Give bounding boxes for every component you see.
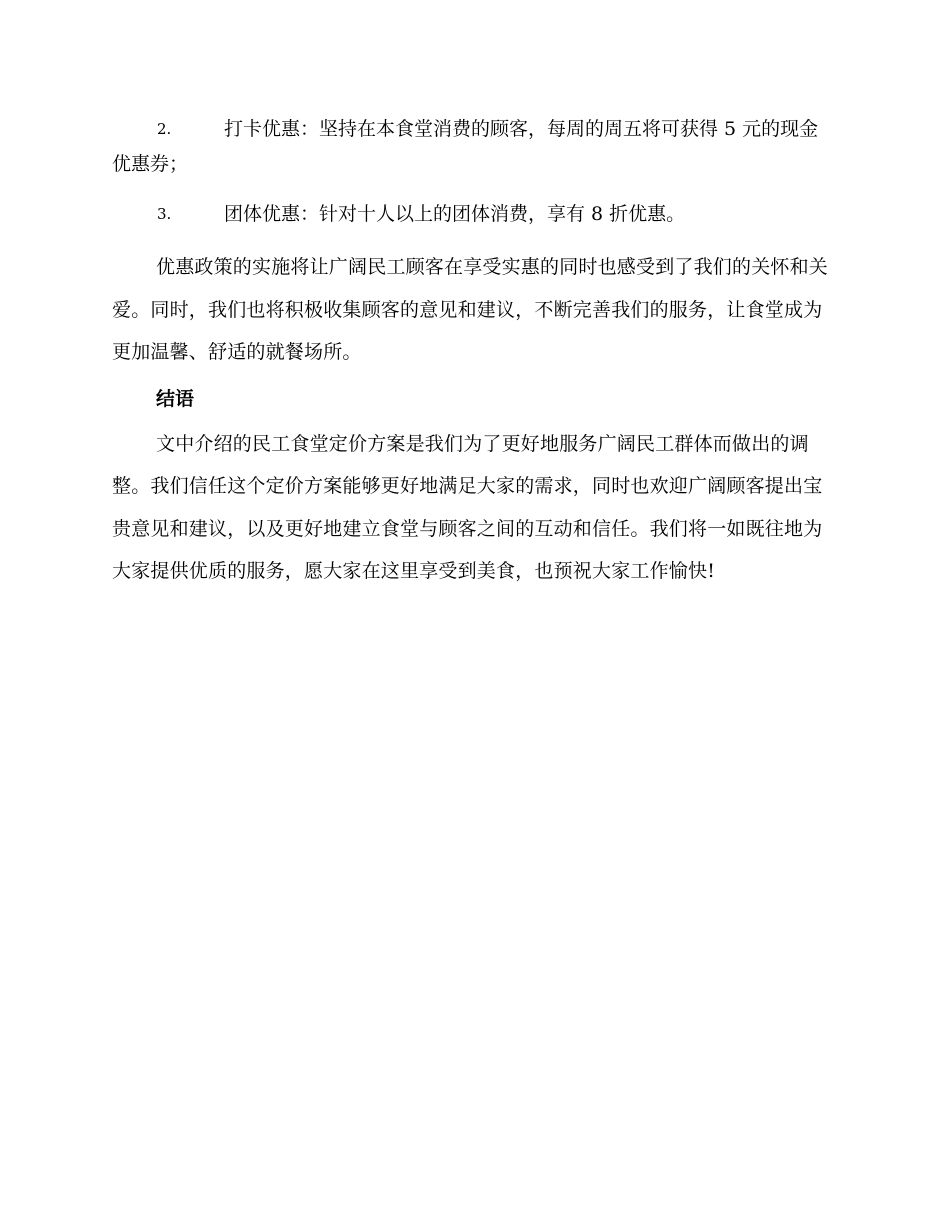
discount-policy-paragraph: 优惠政策的实施将让广阔民工顾客在享受实惠的同时也感受到了我们的关怀和关爱。同时，我们也将积极收集顾客的意见和建议，不断完善我们的服务，让食堂成为更加温馨、舒适的就餐场所。	[112, 256, 829, 363]
document-page	[112, 112, 832, 593]
list-item-text: 团体优惠：针对十人以上的团体消费，享有 8 折优惠。	[224, 203, 686, 225]
list-item-group-discount	[112, 197, 832, 232]
list-number: 2.	[157, 120, 172, 138]
section-heading-conclusion: 结语	[156, 387, 195, 410]
list-item-text: 打卡优惠：坚持在本食堂消费的顾客，每周的周五将可获得 5 元的现金优惠券；	[112, 118, 819, 175]
conclusion-paragraph: 文中介绍的民工食堂定价方案是我们为了更好地服务广阔民工群体而做出的调整。我们信任这个定价方案能够更好地满足大家的需求，同时也欢迎广阔顾客提出宝贵意见和建议，以及更好地建立食堂与顾客之间的互动和信任。我们将一如既往地为大家提供优质的服务，愿大家在这里享受到美食，也预祝大家工作愉快!	[112, 432, 823, 582]
list-number: 3.	[157, 205, 172, 223]
list-item-check-in-discount	[112, 112, 832, 182]
